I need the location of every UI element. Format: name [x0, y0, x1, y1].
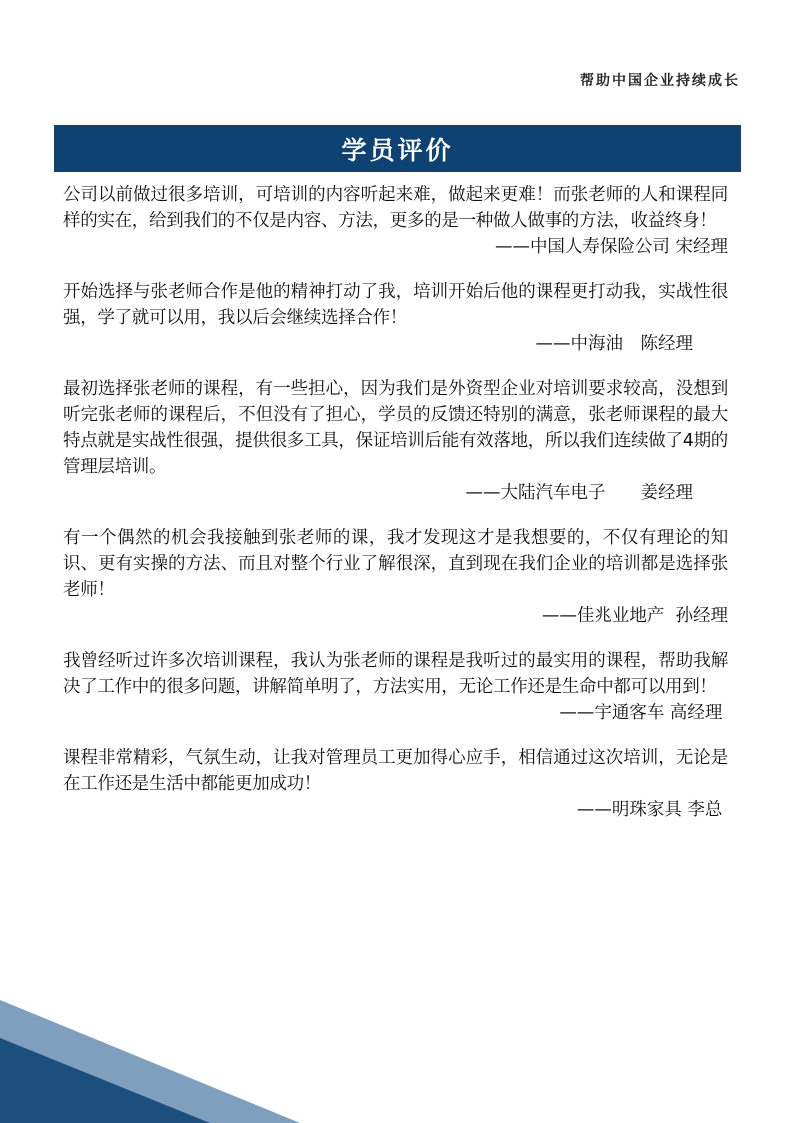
review-item	[63, 376, 728, 506]
section-title: 学员评价	[341, 135, 454, 165]
review-item	[63, 182, 728, 260]
review-quote: 我曾经听过许多次培训课程，我认为张老师的课程是我听过的最实用的课程，帮助我解决了工作中的很多问题，讲解简单明了，方法实用，无论工作还是生命中都可以用到！	[63, 651, 728, 697]
review-item	[63, 648, 728, 726]
header-tagline: 帮助中国企业持续成长	[580, 73, 740, 89]
review-quote: 开始选择与张老师合作是他的精神打动了我，培训开始后他的课程更打动我，实战性很强，学了就可以用，我以后会继续选择合作！	[63, 282, 728, 328]
review-quote: 有一个偶然的机会我接触到张老师的课，我才发现这才是我想要的，不仅有理论的知识、更有实操的方法、而且对整个行业了解很深，直到现在我们企业的培训都是选择张老师！	[63, 528, 728, 600]
review-item	[63, 525, 728, 629]
review-item	[63, 745, 728, 823]
section-title-bar	[54, 125, 741, 172]
review-author: ——中国人寿保险公司 宋经理	[494, 237, 728, 257]
corner-decoration	[0, 1000, 794, 1123]
review-author: ——大陆汽车电子 姜经理	[465, 483, 728, 503]
review-author: ——明珠家具 李总	[576, 800, 728, 820]
review-item	[63, 279, 728, 357]
review-author: ——中海油 陈经理	[535, 334, 728, 354]
review-author: ——佳兆业地产 孙经理	[541, 606, 728, 626]
review-quote: 最初选择张老师的课程，有一些担心，因为我们是外资型企业对培训要求较高，没想到听完张老师的课程后，不但没有了担心，学员的反馈还特别的满意，张老师课程的最大特点就是实战性很强，提供很多工具，保证培训后能有效落地，所以我们连续做了4期的管理层培训。	[63, 379, 728, 477]
review-author: ——宇通客车 高经理	[559, 703, 728, 723]
review-quote: 课程非常精彩，气氛生动，让我对管理员工更加得心应手，相信通过这次培训，无论是在工作还是生活中都能更加成功！	[63, 748, 728, 794]
review-list	[63, 182, 728, 842]
review-quote: 公司以前做过很多培训，可培训的内容听起来难，做起来更难！而张老师的人和课程同样的实在，给到我们的不仅是内容、方法，更多的是一种做人做事的方法，收益终身！	[63, 185, 728, 231]
